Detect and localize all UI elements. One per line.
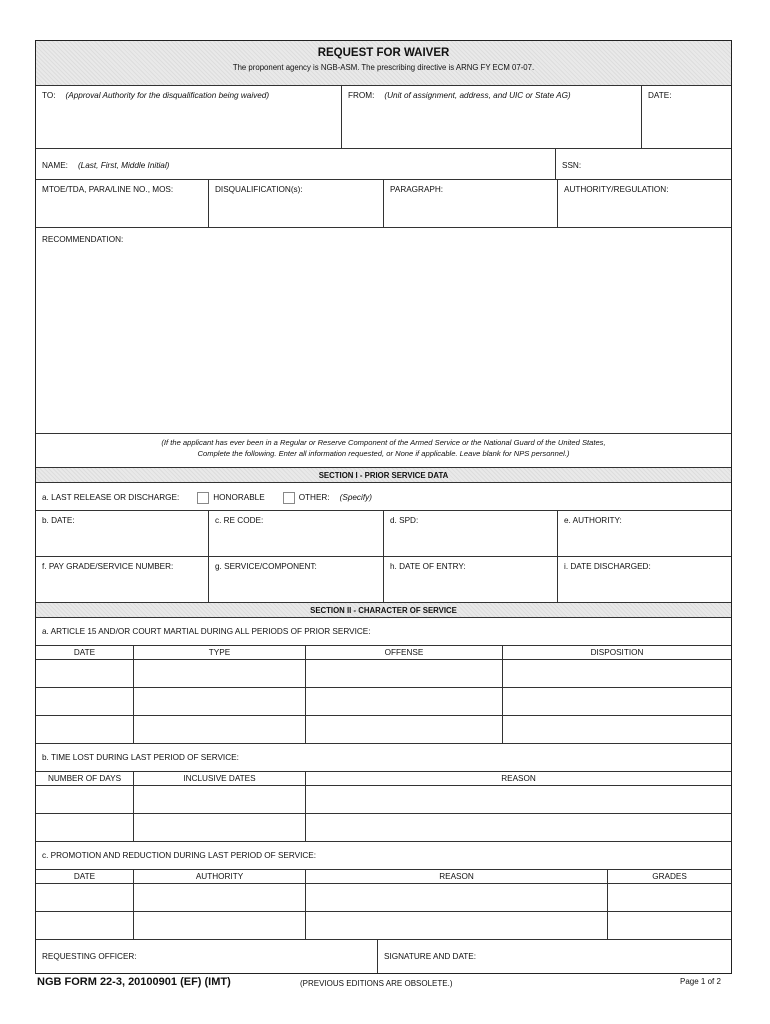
table-cell[interactable] <box>36 786 134 813</box>
to-label: TO: <box>42 91 56 100</box>
waiver-form <box>35 40 732 974</box>
col-number-of-days: NUMBER OF DAYS <box>36 772 134 785</box>
table-cell[interactable] <box>36 688 134 715</box>
from-label: FROM: <box>348 91 375 100</box>
name-row <box>36 149 731 180</box>
table-cell[interactable] <box>134 660 306 687</box>
honorable-checkbox[interactable] <box>197 492 209 504</box>
time-lost-label: b. TIME LOST DURING LAST PERIOD OF SERVICE: <box>42 753 239 762</box>
table-cell[interactable] <box>503 716 731 743</box>
re-code-label: c. RE CODE: <box>215 516 264 525</box>
to-hint: (Approval Authority for the disqualification being waived) <box>65 91 270 100</box>
pay-grade-field[interactable] <box>36 557 209 602</box>
ssn-label: SSN: <box>562 161 582 170</box>
table-cell[interactable] <box>134 814 306 841</box>
name-hint: (Last, First, Middle Initial) <box>77 161 170 170</box>
table-cell[interactable] <box>36 912 134 939</box>
article-15-header <box>36 646 731 660</box>
to-field[interactable] <box>36 86 342 148</box>
promotion-header <box>36 870 731 884</box>
date-b-label: b. DATE: <box>42 516 75 525</box>
form-title: REQUEST FOR WAIVER <box>317 47 450 59</box>
table-cell[interactable] <box>306 912 608 939</box>
promotion-label: c. PROMOTION AND REDUCTION DURING LAST PERIOD OF SERVICE: <box>42 851 317 860</box>
table-row <box>36 912 731 940</box>
from-hint: (Unit of assignment, address, and UIC or State AG) <box>384 91 571 100</box>
date-label: DATE: <box>648 91 672 100</box>
name-field[interactable] <box>36 149 556 179</box>
service-component-field[interactable] <box>209 557 384 602</box>
authority-e-label: e. AUTHORITY: <box>564 516 622 525</box>
discharge-label: a. LAST RELEASE OR DISCHARGE: <box>42 493 180 503</box>
other-label: OTHER: <box>298 493 330 503</box>
table-row <box>36 716 731 744</box>
col-authority: AUTHORITY <box>134 870 306 883</box>
table-row <box>36 660 731 688</box>
requesting-officer-label: REQUESTING OFFICER: <box>42 952 137 961</box>
instruction <box>36 434 731 468</box>
disqualification-label: DISQUALIFICATION(s): <box>215 185 303 194</box>
authority-regulation-field[interactable] <box>558 180 731 227</box>
specify-hint: (Specify) <box>339 493 372 503</box>
article-15-label: a. ARTICLE 15 AND/OR COURT MARTIAL DURING ALL PERIODS OF PRIOR SERVICE: <box>42 627 371 636</box>
time-lost-header <box>36 772 731 786</box>
paragraph-field[interactable] <box>384 180 558 227</box>
recommendation-field[interactable] <box>36 228 731 433</box>
date-discharged-label: i. DATE DISCHARGED: <box>564 562 651 571</box>
table-cell[interactable] <box>306 660 503 687</box>
service-component-label: g. SERVICE/COMPONENT: <box>215 562 317 571</box>
section-2-title: SECTION II - CHARACTER OF SERVICE <box>310 606 457 615</box>
table-cell[interactable] <box>36 716 134 743</box>
table-cell[interactable] <box>608 912 731 939</box>
name-label: NAME: <box>42 161 68 170</box>
date-of-entry-label: h. DATE OF ENTRY: <box>390 562 466 571</box>
date-discharged-field[interactable] <box>558 557 731 602</box>
date-of-entry-field[interactable] <box>384 557 558 602</box>
table-cell[interactable] <box>134 688 306 715</box>
date-field[interactable] <box>642 86 731 148</box>
page-number: Page 1 of 2 <box>680 977 721 986</box>
table-cell[interactable] <box>36 660 134 687</box>
requesting-officer-field[interactable] <box>36 940 378 973</box>
table-row <box>36 884 731 912</box>
col-date: DATE <box>36 646 134 659</box>
signature-field[interactable] <box>378 940 731 973</box>
table-cell[interactable] <box>306 716 503 743</box>
table-cell[interactable] <box>134 912 306 939</box>
authority-regulation-label: AUTHORITY/REGULATION: <box>564 185 669 194</box>
table-cell[interactable] <box>134 716 306 743</box>
discharge-field <box>36 483 731 510</box>
form-subtitle: The proponent agency is NGB-ASM. The prescribing directive is ARNG FY ECM 07-07. <box>232 63 535 72</box>
table-cell[interactable] <box>36 884 134 911</box>
table-cell[interactable] <box>134 786 306 813</box>
instruction-line-1: (If the applicant has ever been in a Regular or Reserve Component of the Armed Service or the National Guard of the United States, <box>161 438 606 447</box>
form-id: NGB FORM 22-3, 20100901 (EF) (IMT) <box>37 976 231 988</box>
col-inclusive-dates: INCLUSIVE DATES <box>134 772 306 785</box>
table-row <box>36 786 731 814</box>
ssn-field[interactable] <box>556 149 731 179</box>
from-field[interactable] <box>342 86 642 148</box>
recommendation-label: RECOMMENDATION: <box>42 235 124 244</box>
mtoe-field[interactable] <box>36 180 209 227</box>
col-type: TYPE <box>134 646 306 659</box>
col-reason: REASON <box>501 774 536 783</box>
authority-e-field[interactable] <box>558 511 731 556</box>
date-b-field[interactable] <box>36 511 209 556</box>
table-cell[interactable] <box>306 688 503 715</box>
pay-grade-label: f. PAY GRADE/SERVICE NUMBER: <box>42 562 174 571</box>
table-row <box>36 814 731 842</box>
obsolete-notice: (PREVIOUS EDITIONS ARE OBSOLETE.) <box>300 979 453 988</box>
table-cell[interactable] <box>503 660 731 687</box>
honorable-label: HONORABLE <box>213 493 265 503</box>
table-cell[interactable] <box>306 786 731 813</box>
col-reason: REASON <box>306 870 608 883</box>
col-disposition: DISPOSITION <box>590 648 644 657</box>
col-grades: GRADES <box>652 872 687 881</box>
table-row <box>36 688 731 716</box>
signature-label: SIGNATURE AND DATE: <box>384 952 477 961</box>
table-cell[interactable] <box>306 814 731 841</box>
table-cell[interactable] <box>306 884 608 911</box>
mtoe-label: MTOE/TDA, PARA/LINE NO., MOS: <box>42 185 174 194</box>
re-code-field[interactable] <box>209 511 384 556</box>
instruction-line-2: Complete the following. Enter all information requested, or None if applicable. Leave blank for NPS personnel.) <box>197 449 570 458</box>
form-header <box>36 41 731 86</box>
spd-label: d. SPD: <box>390 516 419 525</box>
col-date: DATE <box>36 870 134 883</box>
other-checkbox[interactable] <box>283 492 295 504</box>
table-cell[interactable] <box>36 814 134 841</box>
table-cell[interactable] <box>134 884 306 911</box>
section-1-title: SECTION I - PRIOR SERVICE DATA <box>318 471 449 480</box>
disqualification-field[interactable] <box>209 180 384 227</box>
table-cell[interactable] <box>503 688 731 715</box>
table-cell[interactable] <box>608 884 731 911</box>
paragraph-label: PARAGRAPH: <box>390 185 444 194</box>
col-offense: OFFENSE <box>306 646 503 659</box>
spd-field[interactable] <box>384 511 558 556</box>
